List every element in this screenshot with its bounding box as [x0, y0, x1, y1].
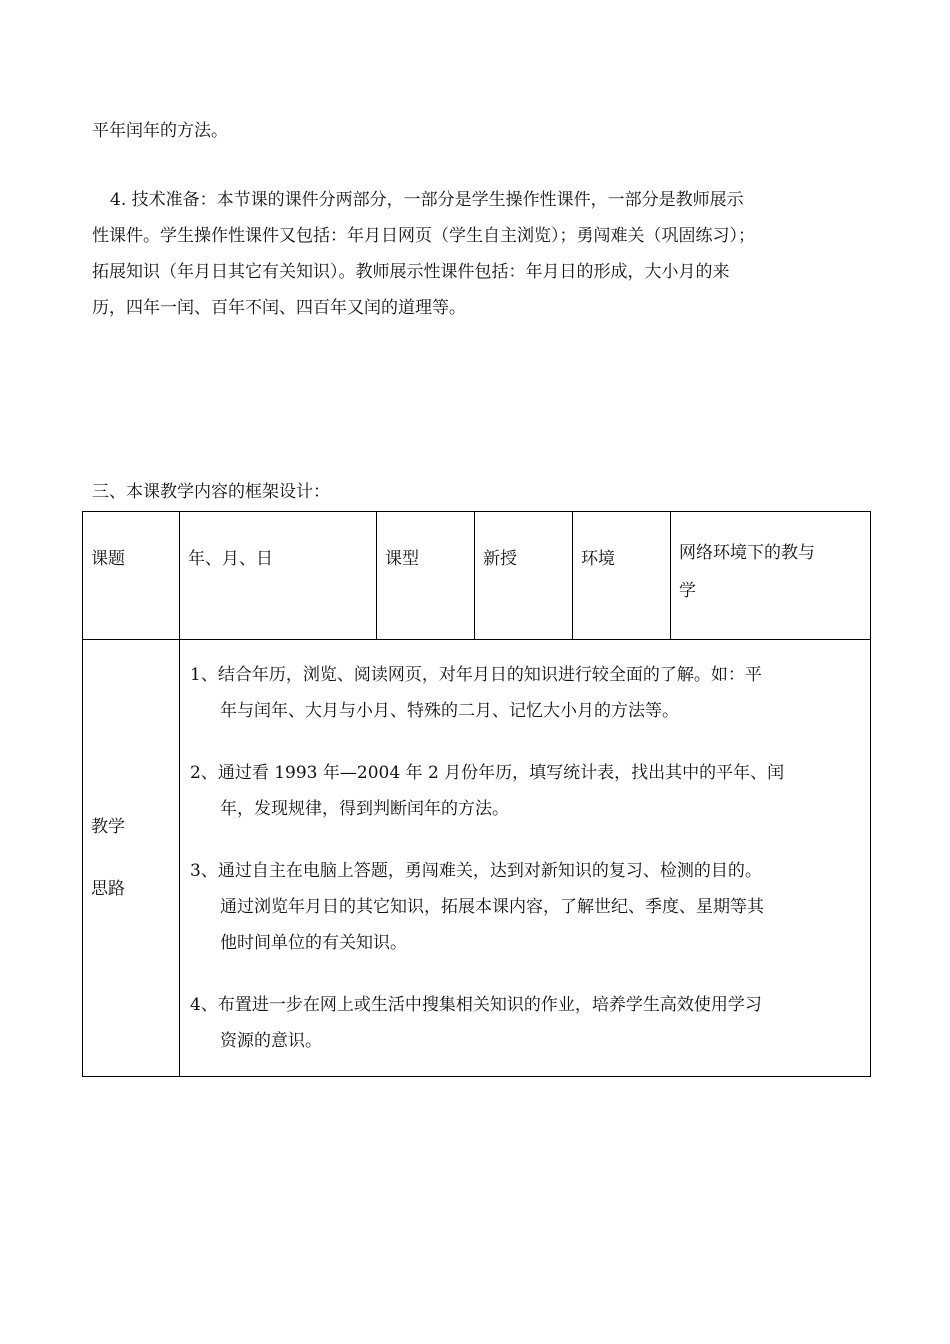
teaching-approach-content-cell — [180, 640, 871, 1077]
tech-prep-line-1: 4. 技术准备：本节课的课件分两部分，一部分是学生操作性课件，一部分是教师展示 — [110, 190, 744, 210]
topic-value-cell — [180, 512, 377, 640]
topic-label-cell — [83, 512, 180, 640]
env-label: 环境 — [581, 549, 615, 569]
tech-prep-line-2: 性课件。学生操作性课件又包括：年月日网页（学生自主浏览）；勇闯难关（巩固练习）； — [92, 226, 755, 246]
section-title: 三、本课教学内容的框架设计： — [92, 482, 330, 502]
type-label-cell — [377, 512, 475, 640]
label-line-2: 思路 — [91, 879, 125, 899]
item-4-line-2: 资源的意识。 — [220, 1031, 322, 1051]
item-2-line-1: 2、通过看 1993 年—2004 年 2 月份年历，填写统计表，找出其中的平年、闰 — [190, 763, 785, 783]
list-item — [190, 657, 862, 729]
topic-value: 年、月、日 — [188, 549, 273, 569]
list-item — [190, 755, 862, 827]
tech-prep-line-3: 拓展知识（年月日其它有关知识）。教师展示性课件包括：年月日的形成，大小月的来 — [92, 262, 730, 282]
item-3-line-1: 3、通过自主在电脑上答题，勇闯难关，达到对新知识的复习、检测的目的。 — [190, 861, 762, 881]
type-value-cell — [475, 512, 573, 640]
framework-table — [82, 511, 871, 1077]
table-header-row — [83, 512, 871, 640]
tech-prep-line-4: 历，四年一闰、百年不闰、四百年又闰的道理等。 — [92, 298, 466, 318]
list-item — [190, 987, 862, 1059]
item-3-line-3: 他时间单位的有关知识。 — [220, 933, 407, 953]
env-label-cell — [573, 512, 671, 640]
list-item — [190, 853, 862, 961]
env-value-line-1: 网络环境下的教与 — [679, 543, 815, 563]
tech-prep-paragraph — [92, 182, 852, 326]
topic-label: 课题 — [91, 549, 125, 569]
label-line-1: 教学 — [91, 817, 125, 837]
type-value: 新授 — [483, 549, 517, 569]
item-1-line-2: 年与闰年、大月与小月、特殊的二月、记忆大小月的方法等。 — [220, 701, 679, 721]
intro-line: 平年闰年的方法。 — [92, 121, 228, 141]
env-value-cell — [671, 512, 871, 640]
item-4-line-1: 4、布置进一步在网上或生活中搜集相关知识的作业，培养学生高效使用学习 — [190, 995, 762, 1015]
item-1-line-1: 1、结合年历，浏览、阅读网页，对年月日的知识进行较全面的了解。如：平 — [190, 665, 762, 685]
intro-paragraph — [92, 113, 852, 149]
teaching-approach-label — [91, 796, 171, 920]
table-body-row — [83, 640, 871, 1077]
item-3-line-2: 通过浏览年月日的其它知识，拓展本课内容，了解世纪、季度、星期等其 — [220, 897, 764, 917]
teaching-approach-label-cell — [83, 640, 180, 1077]
env-value-line-2: 学 — [679, 581, 696, 601]
item-2-line-2: 年，发现规律，得到判断闰年的方法。 — [220, 799, 509, 819]
type-label: 课型 — [385, 549, 419, 569]
